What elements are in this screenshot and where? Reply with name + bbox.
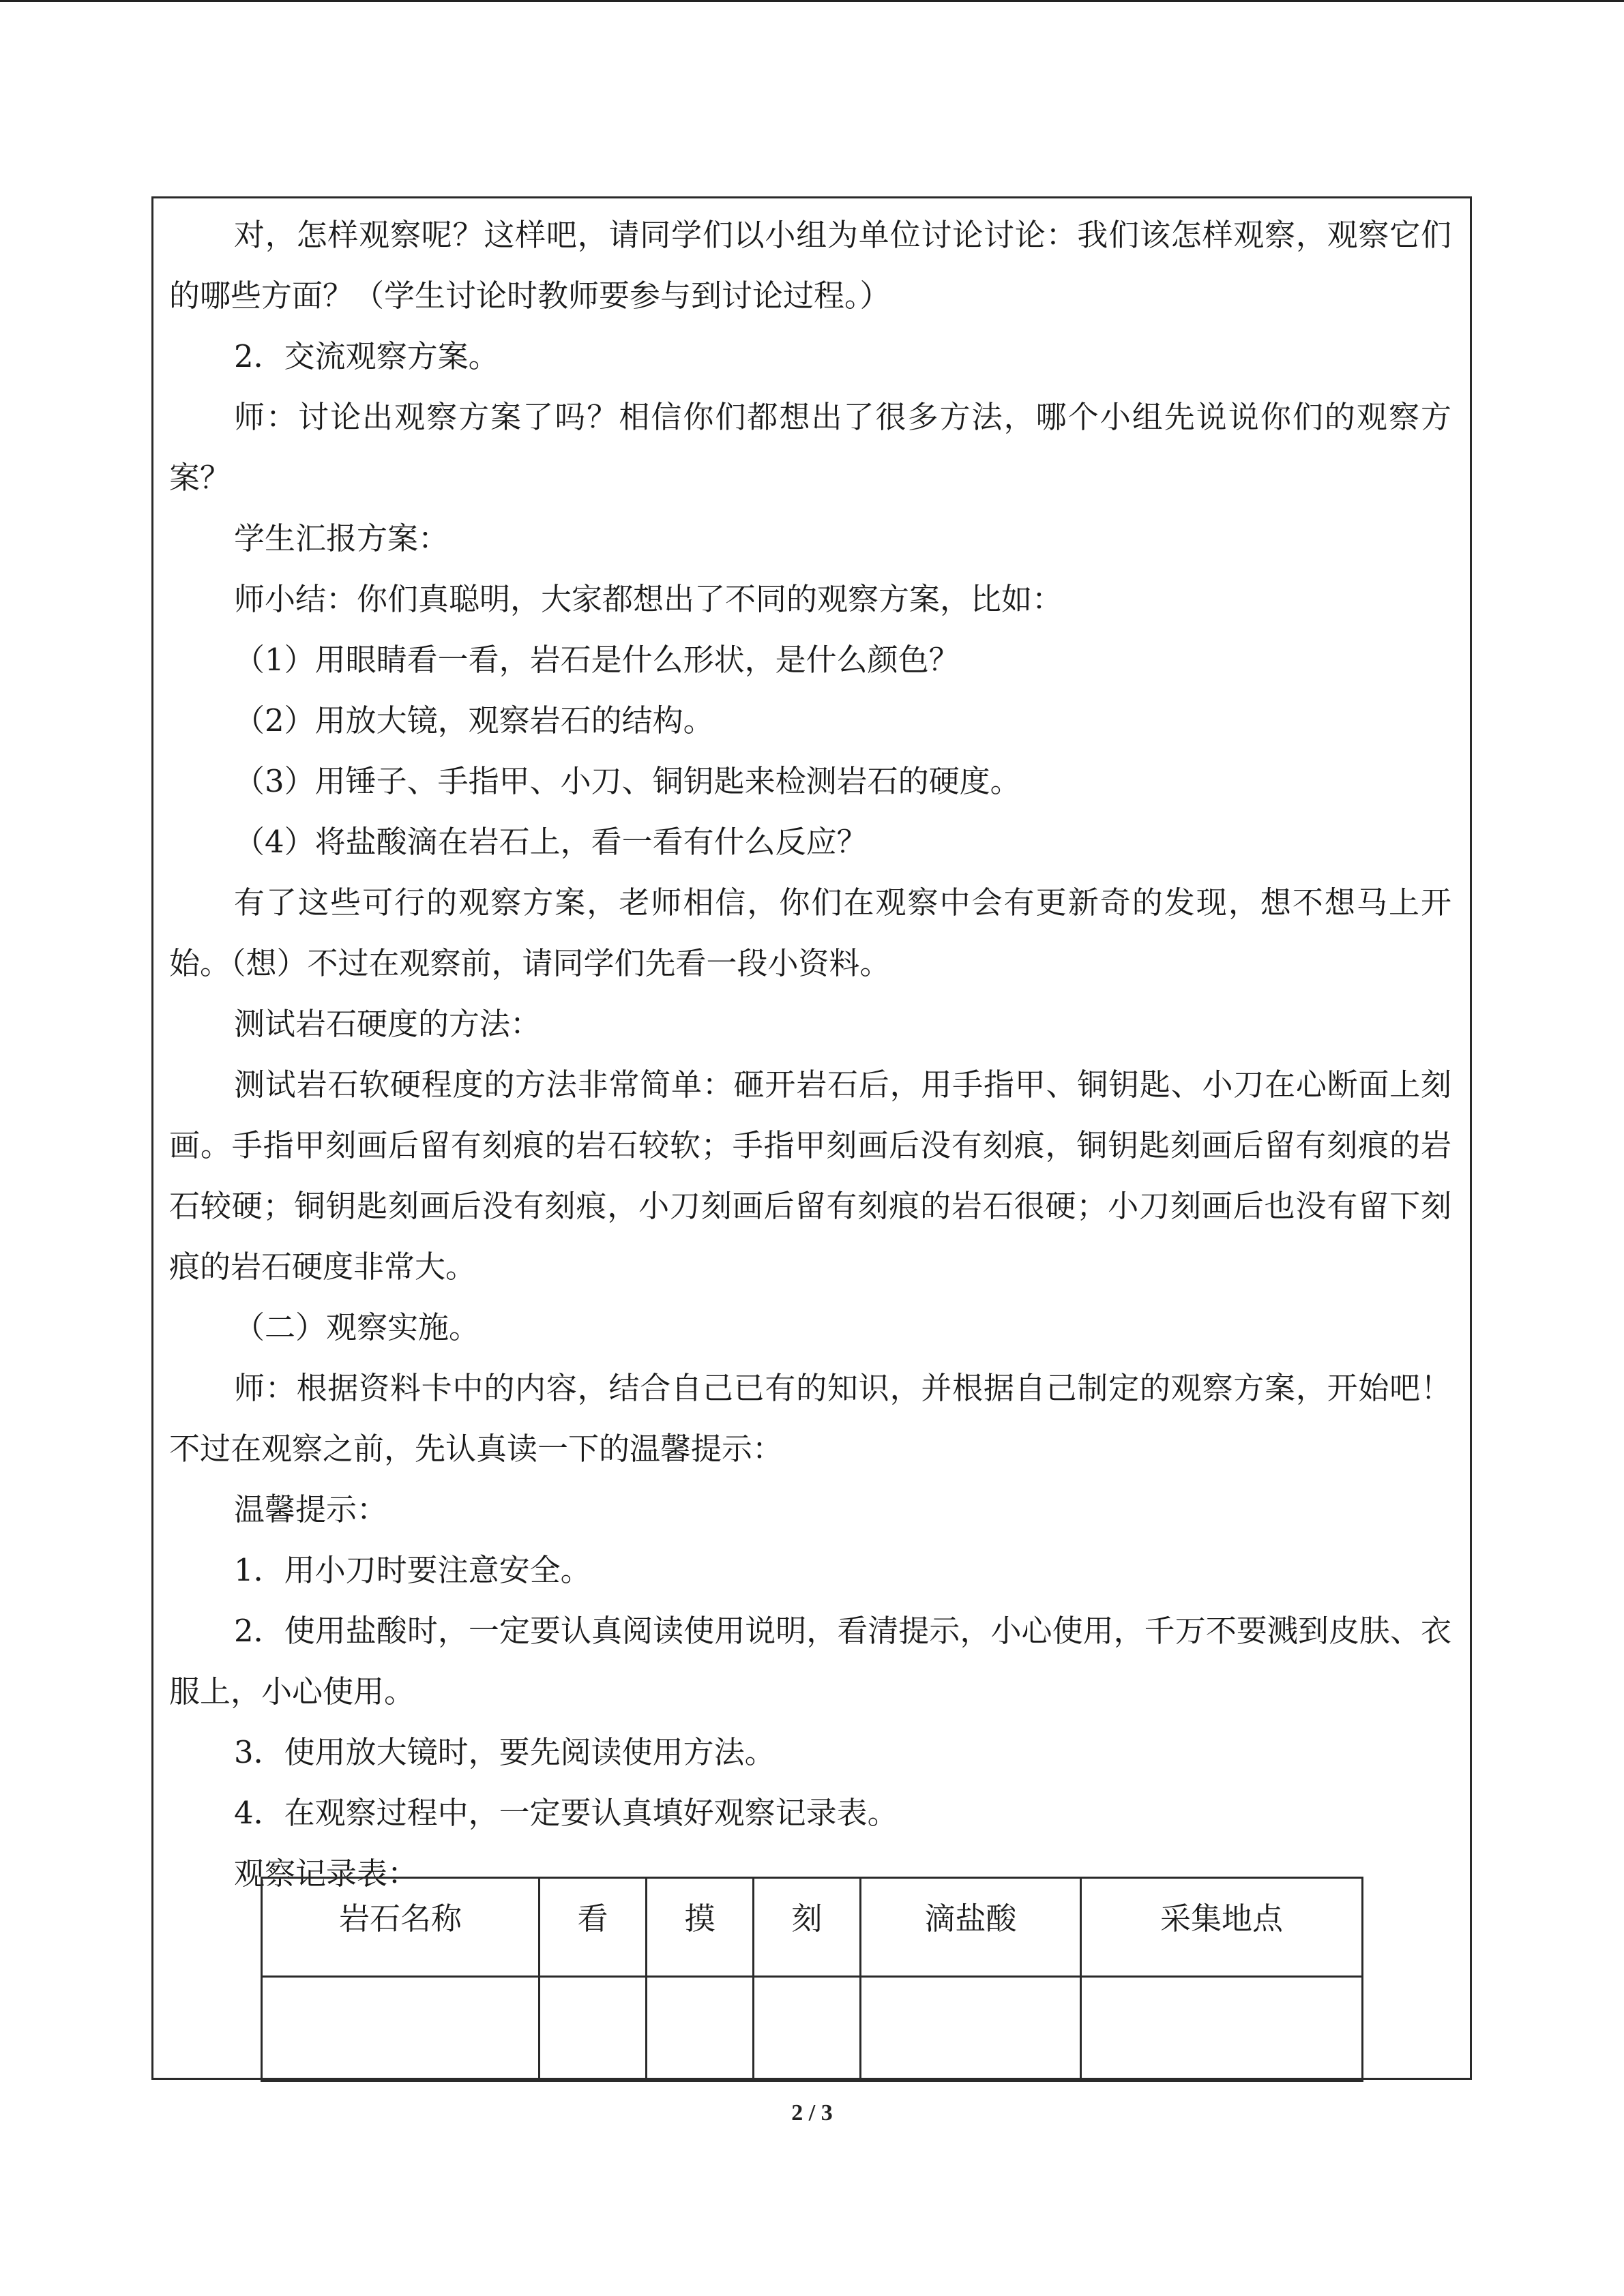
header-rock-name: 岩石名称 <box>262 1878 540 1977</box>
table-cell <box>540 1977 647 2081</box>
table-cell <box>754 1977 861 2081</box>
header-look: 看 <box>540 1878 647 1977</box>
paragraph: （2）用放大镜，观察岩石的结构。 <box>234 702 714 739</box>
header-acid: 滴盐酸 <box>861 1878 1081 1977</box>
table-cell <box>262 1977 540 2081</box>
paragraph: 师：讨论出观察方案了吗？相信你们都想出了很多方法，哪个小组先说说你们的观察方案？ <box>169 399 1451 496</box>
document-body <box>169 205 1451 1904</box>
paragraph: （4）将盐酸滴在岩石上，看一看有什么反应？ <box>234 824 868 860</box>
header-location: 采集地点 <box>1081 1878 1363 1977</box>
header-touch: 摸 <box>647 1878 754 1977</box>
paragraph: 师小结：你们真聪明，大家都想出了不同的观察方案，比如： <box>234 581 1063 617</box>
paragraph: 观察记录表： <box>234 1855 419 1892</box>
paragraph: 对，怎样观察呢？这样吧，请同学们以小组为单位讨论讨论：我们该怎样观察，观察它们的哪些方面？（学生讨论时教师要参与到讨论过程。） <box>169 217 1451 314</box>
paragraph: （3）用锤子、手指甲、小刀、铜钥匙来检测岩石的硬度。 <box>234 763 1021 799</box>
paragraph: 学生汇报方案： <box>234 520 449 556</box>
paragraph: （1）用眼睛看一看，岩石是什么形状，是什么颜色？ <box>234 642 960 678</box>
table-cell <box>1081 1977 1363 2081</box>
paragraph: 测试岩石硬度的方法： <box>234 1006 542 1042</box>
table-cell <box>647 1977 754 2081</box>
table-cell <box>861 1977 1081 2081</box>
table-header-row <box>262 1878 1363 1977</box>
paragraph: 1．用小刀时要注意安全。 <box>234 1552 591 1588</box>
paragraph: 3．使用放大镜时，要先阅读使用方法。 <box>234 1734 776 1770</box>
paragraph: 2．交流观察方案。 <box>234 338 499 374</box>
page-number: 2 / 3 <box>791 2100 833 2126</box>
observation-record-table <box>261 1877 1363 2082</box>
paragraph: 测试岩石软硬程度的方法非常简单：砸开岩石后，用手指甲、铜钥匙、小刀在心断面上刻画。手指甲刻画后留有刻痕的岩石较软；手指甲刻画后没有刻痕，铜钥匙刻画后留有刻痕的岩石较硬；铜钥匙刻画后没有刻痕，小刀刻画后留有刻痕的岩石很硬；小刀刻画后也没有留下刻痕的岩石硬度非常大。 <box>169 1067 1451 1285</box>
paragraph: 师：根据资料卡中的内容，结合自己已有的知识，并根据自己制定的观察方案，开始吧！不过在观察之前，先认真读一下的温馨提示： <box>169 1370 1451 1467</box>
paragraph: 2．使用盐酸时，一定要认真阅读使用说明，看清提示，小心使用，千万不要溅到皮肤、衣服上，小心使用。 <box>169 1613 1451 1710</box>
table-row <box>262 1977 1363 2081</box>
paragraph: 4．在观察过程中，一定要认真填好观察记录表。 <box>234 1795 898 1831</box>
paragraph: 有了这些可行的观察方案，老师相信，你们在观察中会有更新奇的发现，想不想马上开始。（想）不过在观察前，请同学们先看一段小资料。 <box>169 884 1451 981</box>
paragraph: （二）观察实施。 <box>234 1309 480 1345</box>
top-border-line <box>0 0 1624 2</box>
header-scratch: 刻 <box>754 1878 861 1977</box>
paragraph: 温馨提示： <box>234 1491 388 1527</box>
